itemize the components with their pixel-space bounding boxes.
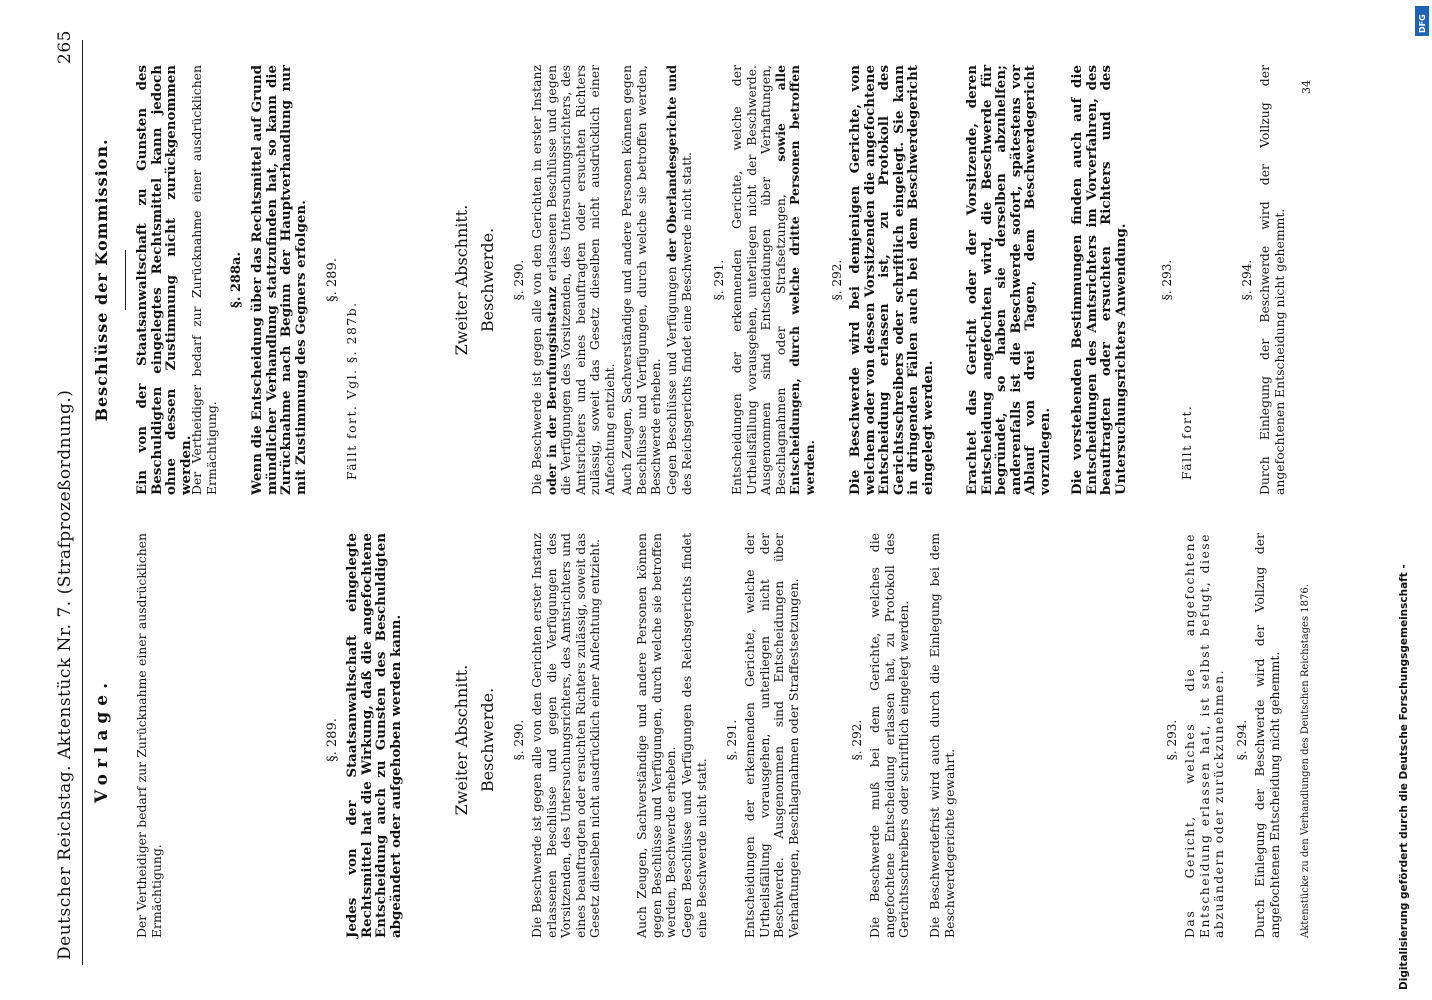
left-s292-p2: Die Beschwerdefrist wird auch durch die Einlegung bei dem Beschwerdegerichte gewahrt. bbox=[927, 533, 957, 938]
right-s291-bold: sowie alle Entscheidungen, durch welche dritte Personen betroffen werden. bbox=[772, 65, 817, 495]
left-s292-label: §. 292. bbox=[850, 719, 864, 761]
sheet-number: 34 bbox=[1300, 80, 1313, 94]
right-s292-text: Die Beschwerde wird bei demjenigen Gerichte, von welchem oder von dessen Vorsitzenden die angefochtene Entscheidung erlassen ist, zu Protokoll des Gerichtsschreibers oder schriftlich eingelegt. Sie kann in dringenden Fällen auch bei dem Beschwerdegericht eingelegt werden. bbox=[847, 65, 936, 495]
left-s290-p1: Die Beschwerde ist gegen alle von den Gerichten erster Instanz erlassenen Beschlüsse und gegen die Verfügungen des Vorsitzenden, des Untersuchungsrichters, des Amtsrichters und eines beauftragten oder ersuchten Richters zulässig, soweit das Gesetz dieselben nicht ausdrücklich einer Anfechtung entzieht. bbox=[529, 533, 603, 938]
right-s290-p1 bbox=[530, 65, 618, 495]
right-s290-p2: Auch Zeugen, Sachverständige und andere Personen können gegen Beschlüsse und Verfügungen, durch welche sie betroffen werden, Beschwerde erheben. bbox=[619, 65, 664, 495]
left-s294-label: §. 294. bbox=[1235, 719, 1249, 761]
right-s290-p1a: Die Beschwerde ist gegen alle von den Gerichten in erster Instanz bbox=[529, 65, 544, 495]
header-rule bbox=[82, 40, 83, 965]
digitization-note bbox=[1392, 0, 1432, 1000]
left-intro: Der Vertheidiger bedarf zur Zurücknahme einer ausdrücklichen Ermächtigung. bbox=[134, 533, 164, 938]
right-s289-label: §. 289. bbox=[325, 258, 340, 302]
column-heading-vorlage: Vorlage. bbox=[92, 676, 112, 804]
right-s293-text: Fällt fort. bbox=[1179, 404, 1194, 480]
right-s290-p1c: erlassenen Beschlüsse und gegen die Verfügungen des Vorsitzenden, des Untersuchungsrichters, des Amtsrichters und eines beauftragten oder ersuchten Richters zulässig, soweit das Gesetz dieselben nicht ausdrücklich einer Anfechtung entzieht. bbox=[543, 65, 617, 495]
dfg-logo-text: DFG bbox=[1418, 14, 1427, 33]
right-s292-p2: Erachtet das Gericht oder der Vorsitzende, deren Entscheidung angefochten wird, die Beschwerde für begründet, so haben sie derselben abzuhelfen; anderenfalls ist die Beschwerde sofort, spätestens vor Ablauf von drei Tagen, dem Beschwerdegericht vorzulegen. bbox=[964, 65, 1053, 495]
kommission-heading-rule bbox=[125, 250, 126, 310]
left-footer: Aktenstücke zu den Verhandlungen des Deutschen Reichstages 1876. bbox=[1300, 584, 1311, 938]
digitization-note-text: Digitalisierung gefördert durch die Deutsche Forschungsgemeinschaft - bbox=[1398, 564, 1410, 990]
right-s288a-text: Wenn die Entscheidung über das Rechtsmittel auf Grund mündlicher Verhandlung stattzufinden hat, so kann die Zurücknahme nach Beginn der Hauptverhandlung nur mit Zustimmung des Gegners erfolgen. bbox=[249, 65, 309, 495]
page-number: 265 bbox=[55, 30, 75, 64]
right-s290-p3a: Gegen Beschlüsse und Verfügungen bbox=[664, 266, 679, 495]
column-heading-kommission: Beschlüsse der Kommission. bbox=[92, 138, 111, 422]
right-s290-label: §. 290. bbox=[512, 259, 526, 301]
left-s289-label: §. 289. bbox=[325, 718, 340, 762]
right-s294-label: §. 294. bbox=[1240, 259, 1254, 301]
left-s290-p3: Gegen Beschlüsse und Verfügungen des Reichsgerichts findet eine Beschwerde nicht statt. bbox=[679, 533, 709, 938]
right-s290-p3b: der Oberlandesgerichte und bbox=[664, 65, 679, 262]
left-s293-label: §. 293. bbox=[1165, 719, 1179, 761]
left-s292-p1: Die Beschwerde muß bei dem Gerichte, welches die angefochtene Entscheidung erlassen hat, zu Protokoll des Gerichtsschreibers oder schriftlich eingelegt werden. bbox=[867, 533, 912, 938]
right-beschwerde: Beschwerde. bbox=[478, 227, 497, 333]
right-s294-text: Durch Einlegung der Beschwerde wird der Vollzug der angefochtenen Entscheidung nicht gehemmt. bbox=[1257, 65, 1287, 495]
right-s292-label: §. 292. bbox=[830, 259, 844, 301]
left-s294-text: Durch Einlegung der Beschwerde wird der Vollzug der angefochtenen Entscheidung nicht gehemmt. bbox=[1252, 533, 1282, 938]
right-s290-p3c: des Reichsgerichts findet eine Beschwerde nicht statt. bbox=[678, 152, 694, 495]
left-s291-text: Entscheidungen der erkennenden Gerichte, welche der Urtheilsfällung vorausgehen, unterliegen nicht der Beschwerde. Ausgenommen sind Entscheidungen über Verhaftungen, Beschlagnahmen oder Straffestsetzungen. bbox=[742, 533, 801, 938]
left-s289-text: Jedes von der Staatsanwaltschaft eingelegte Rechtsmittel hat die Wirkung, daß die angefochtene Entscheidung auch zu Gunsten des Beschuldigten abgeändert oder aufgehoben werden kann. bbox=[344, 533, 404, 938]
left-abschnitt: Zweiter Abschnitt. bbox=[452, 664, 471, 816]
right-bold-intro: Ein von der Staatsanwaltschaft zu Gunsten des Beschuldigten eingelegtes Rechtsmittel kann jedoch ohne dessen Zustimmung nicht zurückgenommen werden. bbox=[134, 65, 194, 495]
page-header-title: Deutscher Reichstag. Aktenstück Nr. 7. (Strafprozeßordnung.) bbox=[55, 389, 75, 960]
right-s290-p1b: oder in der Berufungsinstanz bbox=[543, 286, 559, 495]
right-s293-label: §. 293. bbox=[1160, 259, 1174, 301]
right-s291-p1 bbox=[730, 65, 818, 495]
left-beschwerde: Beschwerde. bbox=[478, 687, 497, 793]
left-s290-label: §. 290. bbox=[512, 719, 526, 761]
right-s288a-label: §. 288a. bbox=[229, 252, 244, 308]
right-intro: Der Vertheidiger bedarf zur Zurücknahme einer ausdrücklichen Ermächtigung. bbox=[189, 65, 219, 495]
right-s290-p3 bbox=[665, 65, 694, 495]
dfg-logo bbox=[1415, 6, 1429, 36]
right-abschnitt: Zweiter Abschnitt. bbox=[452, 204, 471, 356]
left-s291-label: §. 291. bbox=[725, 719, 739, 761]
right-s289-text: Fällt fort. Vgl. §. 287b. bbox=[344, 301, 359, 480]
left-s290-p2: Auch Zeugen, Sachverständige und andere Personen können gegen Beschlüsse und Verfügungen, durch welche sie betroffen werden, Beschwerde erheben. bbox=[634, 533, 679, 938]
right-s291-text: Entscheidungen der erkennenden Gerichte, welche der Urtheilsfällung vorausgehen, unterliegen nicht der Beschwerde. Ausgenommen sind Entscheidungen über Verhaftungen, Beschlagnahmen oder Strafsetzungen, bbox=[729, 65, 788, 495]
left-s293-text: Das Gericht, welches die angefochtene Entscheidung erlassen hat, ist selbst befugt, diese abzuändern oder zurückzunehmen. bbox=[1182, 533, 1227, 938]
right-s292-p3: Die vorstehenden Bestimmungen finden auch auf die Entscheidungen des Amtsrichters im Vorverfahren, des beauftragten oder ersuchten Richters und des Untersuchungsrichters Anwendung. bbox=[1069, 65, 1129, 495]
right-s291-label: §. 291. bbox=[712, 259, 726, 301]
